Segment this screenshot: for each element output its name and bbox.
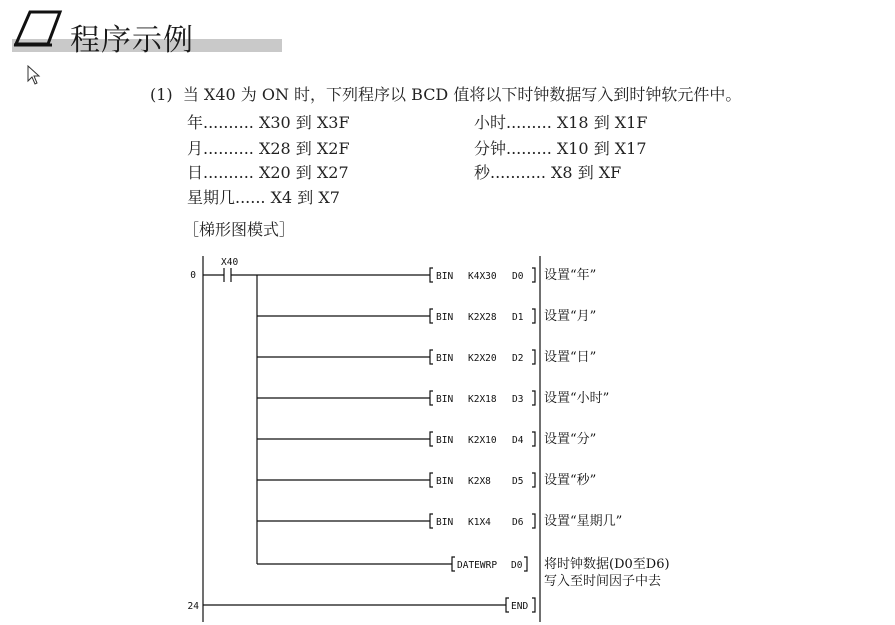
rung-1 bbox=[257, 309, 596, 324]
left-bracket bbox=[430, 432, 433, 446]
instruction-name: BIN bbox=[436, 312, 454, 323]
right-bracket bbox=[532, 514, 535, 528]
right-bracket bbox=[532, 350, 535, 364]
contact-label: X40 bbox=[221, 257, 239, 268]
rung-comment: 设置“月” bbox=[544, 309, 597, 324]
left-bracket bbox=[430, 350, 433, 364]
instruction-name: BIN bbox=[436, 394, 454, 405]
destination-operand: D4 bbox=[512, 435, 524, 446]
assignment-hour: 小时......... X18 到 X1F bbox=[474, 113, 648, 132]
rung-comment: 设置“小时” bbox=[544, 391, 610, 406]
assignment-weekday: 星期几...... X4 到 X7 bbox=[187, 188, 340, 207]
rung-comment: 设置“日” bbox=[544, 350, 597, 365]
assignment-second: 秒........... X8 到 XF bbox=[474, 163, 622, 182]
destination-operand: D2 bbox=[512, 353, 524, 364]
source-operand: K2X10 bbox=[468, 435, 497, 446]
page-title: 程序示例 bbox=[70, 23, 194, 58]
rung-comment: 设置“年” bbox=[544, 268, 597, 283]
assignment-year: 年.......... X30 到 X3F bbox=[187, 113, 350, 132]
instruction-name: BIN bbox=[436, 271, 454, 282]
datewrp-instruction: DATEWRP bbox=[457, 560, 498, 571]
mode-label: ［梯形图模式］ bbox=[183, 220, 296, 239]
instruction-name: BIN bbox=[436, 353, 454, 364]
right-bracket bbox=[532, 309, 535, 323]
right-bracket bbox=[532, 391, 535, 405]
left-bracket bbox=[430, 268, 433, 282]
source-operand: K2X8 bbox=[468, 476, 491, 487]
instruction-name: BIN bbox=[436, 517, 454, 528]
end-instruction: END bbox=[511, 601, 529, 612]
rung-4 bbox=[257, 432, 596, 447]
rung-comment: 设置“星期几” bbox=[544, 514, 623, 529]
rung-5 bbox=[257, 472, 596, 488]
assignment-month: 月.......... X28 到 X2F bbox=[187, 139, 350, 158]
right-bracket bbox=[532, 473, 535, 487]
destination-operand: D3 bbox=[512, 394, 524, 405]
left-bracket bbox=[430, 473, 433, 487]
destination-operand: D1 bbox=[512, 312, 524, 323]
source-operand: K4X30 bbox=[468, 271, 497, 282]
instruction-name: BIN bbox=[436, 476, 454, 487]
datewrp-operand: D0 bbox=[511, 560, 523, 571]
rung-comment: 设置“秒” bbox=[544, 473, 597, 488]
destination-operand: D6 bbox=[512, 517, 524, 528]
rung-0 bbox=[430, 267, 596, 283]
rung-comment: 设置“分” bbox=[544, 432, 597, 447]
source-operand: K2X28 bbox=[468, 312, 497, 323]
right-bracket bbox=[532, 268, 535, 282]
end-rung bbox=[203, 598, 535, 612]
normally-open-contact bbox=[203, 268, 430, 282]
rung-3 bbox=[257, 391, 609, 406]
intro-text: (1) 当 X40 为 ON 时，下列程序以 BCD 值将以下时钟数据写入到时钟软元件中。 bbox=[150, 85, 742, 104]
left-bracket bbox=[430, 391, 433, 405]
left-bracket bbox=[430, 309, 433, 323]
step-start: 0 bbox=[190, 270, 196, 281]
rung-2 bbox=[257, 350, 596, 365]
source-operand: K2X20 bbox=[468, 353, 497, 364]
left-bracket bbox=[430, 514, 433, 528]
source-operand: K2X18 bbox=[468, 394, 497, 405]
source-operand: K1X4 bbox=[468, 517, 491, 528]
assignment-day: 日.......... X20 到 X27 bbox=[187, 163, 349, 182]
step-end: 24 bbox=[187, 601, 199, 612]
instruction-name: BIN bbox=[436, 435, 454, 446]
datewrp-comment-line1: 将时钟数据(D0至D6) bbox=[544, 557, 670, 572]
destination-operand: D0 bbox=[512, 271, 524, 282]
instruction-rungs bbox=[257, 267, 622, 529]
destination-operand: D5 bbox=[512, 476, 524, 487]
assignment-minute: 分钟......... X10 到 X17 bbox=[474, 139, 647, 158]
right-bracket bbox=[532, 432, 535, 446]
datewrp-comment-line2: 写入至时间因子中去 bbox=[544, 574, 662, 589]
datewrp-rung bbox=[257, 556, 670, 589]
rung-6 bbox=[257, 514, 622, 529]
